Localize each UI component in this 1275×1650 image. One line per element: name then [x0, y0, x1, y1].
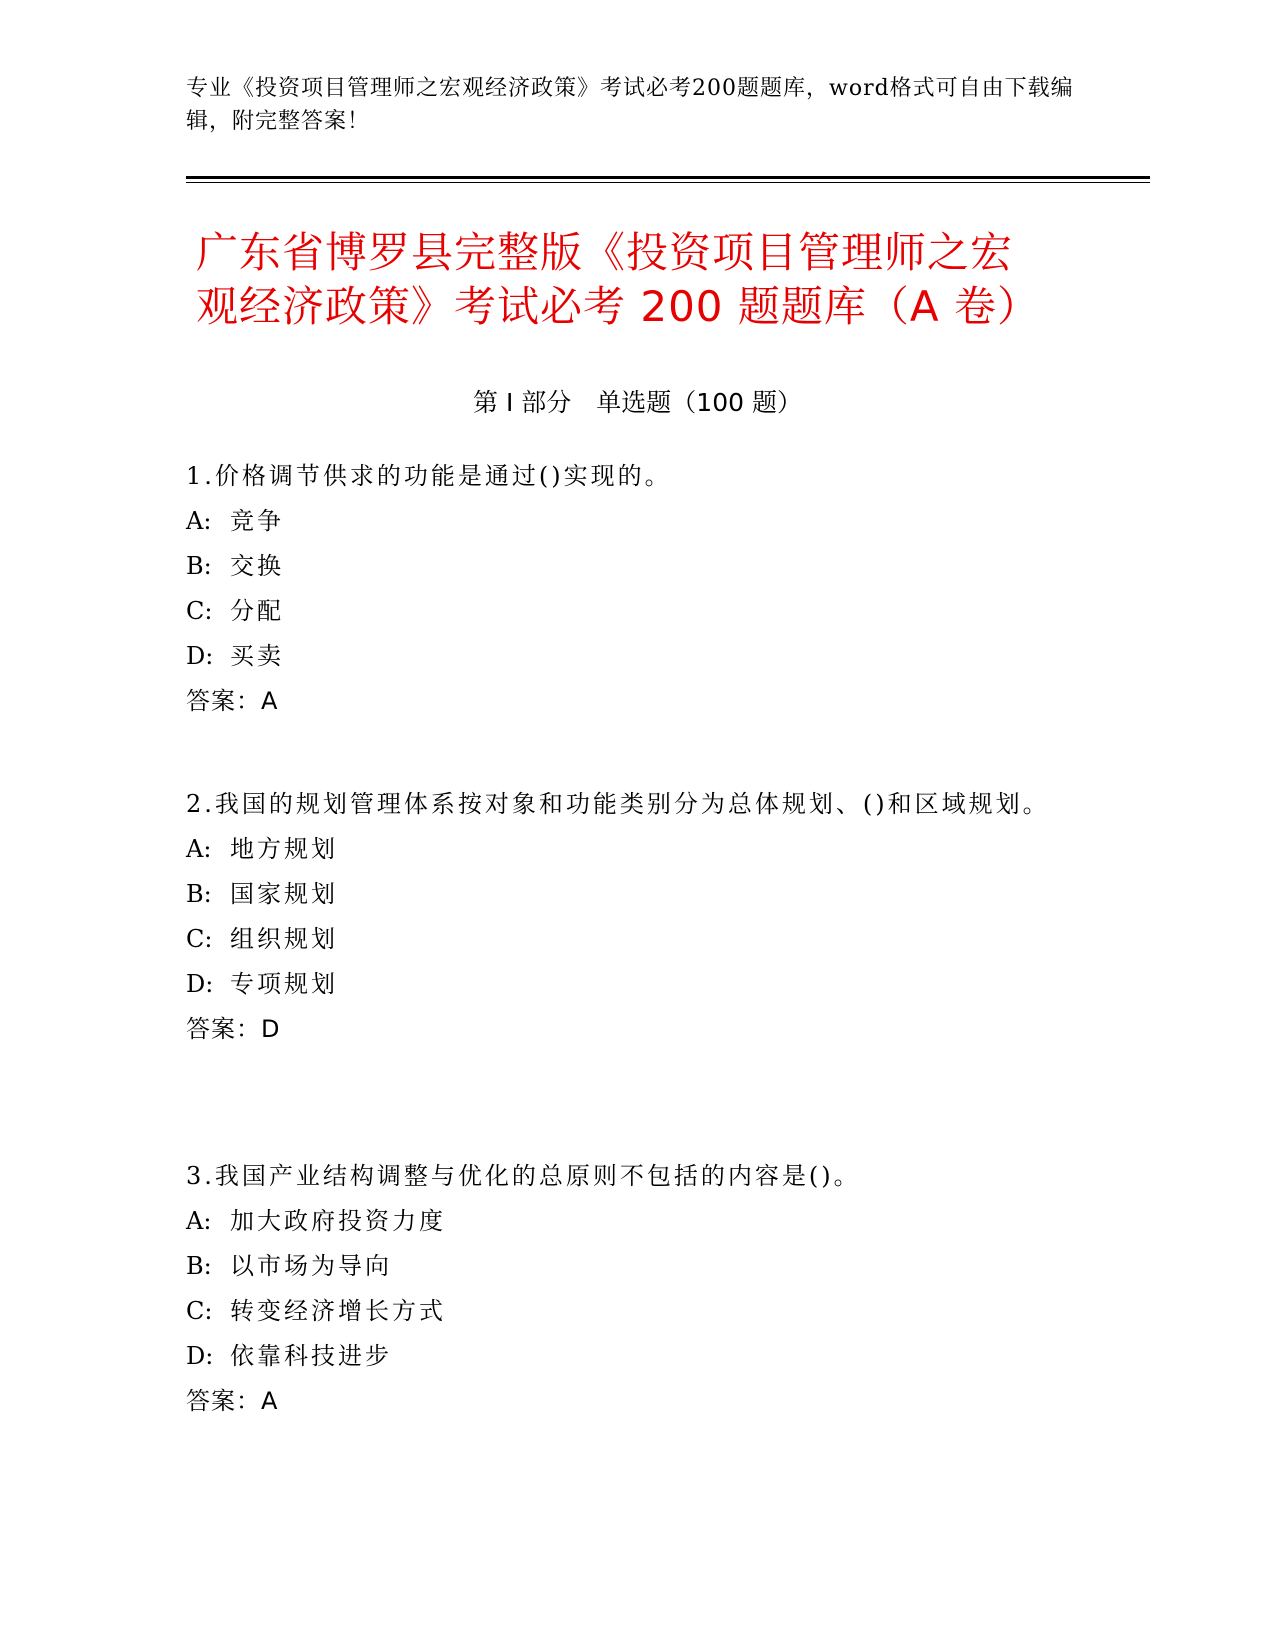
document-title [196, 226, 1096, 334]
title-line-2: 观经济政策》考试必考 200 题题库（A 卷） [196, 282, 1040, 331]
option-text: 依靠科技进步 [230, 1342, 392, 1370]
question-stem: 1.价格调节供求的功能是通过()实现的。 [186, 462, 672, 490]
option-key: C: [186, 1297, 213, 1325]
option-key: D: [186, 1342, 214, 1370]
header-note: 专业《投资项目管理师之宏观经济政策》考试必考200题题库，word格式可自由下载编辑，附完整答案！ [186, 76, 1074, 134]
option-c [186, 917, 1066, 962]
option-a [186, 499, 1066, 544]
header-rule-thick [186, 176, 1150, 179]
section-heading: 第 I 部分 单选题（100 题） [473, 388, 802, 417]
question-3 [186, 1154, 1066, 1424]
option-text: 专项规划 [230, 970, 338, 998]
question-stem: 2.我国的规划管理体系按对象和功能类别分为总体规划、()和区域规划。 [186, 790, 1050, 818]
option-d [186, 962, 1066, 1007]
option-text: 国家规划 [230, 880, 338, 908]
option-d [186, 634, 1066, 679]
option-c [186, 589, 1066, 634]
title-line-1: 广东省博罗县完整版《投资项目管理师之宏 [196, 228, 1014, 277]
option-text: 交换 [230, 552, 284, 580]
option-key: A: [186, 507, 212, 535]
option-c [186, 1289, 1066, 1334]
option-key: D: [186, 970, 214, 998]
option-text: 加大政府投资力度 [230, 1207, 446, 1235]
option-d [186, 1334, 1066, 1379]
answer: 答案：D [186, 1015, 281, 1043]
option-key: D: [186, 642, 214, 670]
option-key: B: [186, 552, 212, 580]
question-1 [186, 454, 1066, 724]
option-text: 分配 [230, 597, 284, 625]
option-key: A: [186, 835, 212, 863]
option-b [186, 1244, 1066, 1289]
option-key: B: [186, 880, 212, 908]
option-text: 以市场为导向 [230, 1252, 392, 1280]
option-text: 买卖 [230, 642, 284, 670]
question-stem: 3.我国产业结构调整与优化的总原则不包括的内容是()。 [186, 1162, 861, 1190]
option-a [186, 1199, 1066, 1244]
option-key: A: [186, 1207, 212, 1235]
header-rule-thin [186, 182, 1150, 183]
option-text: 组织规划 [230, 925, 338, 953]
answer: 答案：A [186, 1387, 279, 1415]
option-key: C: [186, 597, 213, 625]
option-key: C: [186, 925, 213, 953]
question-2 [186, 782, 1066, 1052]
option-text: 竞争 [230, 507, 284, 535]
option-text: 地方规划 [230, 835, 338, 863]
answer: 答案：A [186, 687, 279, 715]
option-text: 转变经济增长方式 [230, 1297, 446, 1325]
option-b [186, 544, 1066, 589]
option-b [186, 872, 1066, 917]
option-a [186, 827, 1066, 872]
option-key: B: [186, 1252, 212, 1280]
